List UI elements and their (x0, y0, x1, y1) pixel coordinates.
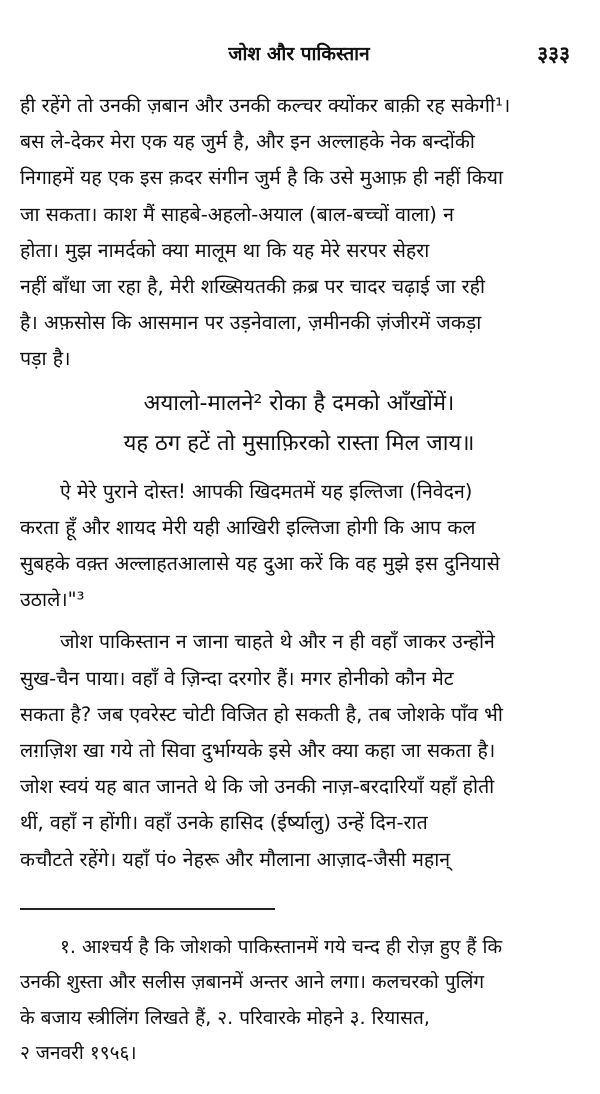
text-line: जोश स्वयं यह बात जानते थे कि जो उनकी नाज़-बरदारियाँ यहाँ होती (20, 775, 495, 799)
page-header (20, 0, 578, 88)
footnote-line: उनकी शुस्ता और सलीस ज़बानमें अन्तर आने लगा। कलचरको पुलिंग (20, 971, 485, 994)
text-line: पड़ा है। (20, 347, 71, 371)
verse-line: यह ठग हटें तो मुसाफ़िरको रास्ता मिल जाय॥ (123, 430, 475, 456)
verse-line: अयालो-मालने² रोका है दमको आँखोंमें। (143, 390, 455, 416)
footnote-divider (20, 908, 275, 910)
page-number: ३३३ (537, 42, 570, 66)
text-line: ऐ मेरे पुराने दोस्त! आपकी खिदमतमें यह इल्तिजा (निवेदन) (60, 479, 473, 503)
text-line: होता। मुझ नामर्दको क्या मालूम था कि यह मेरे सरपर सेहरा (20, 238, 430, 262)
text-line: सुख-चैन पाया। वहाँ वे ज़िन्दा दरगोर हैं। मगर होनीको कौन मेट (20, 666, 454, 690)
verse-couplet (20, 384, 578, 464)
text-line: बस ले-देकर मेरा एक यह जुर्म है, और इन अल्लाहके नेक बन्दोंकी (20, 130, 475, 154)
text-line: निगाहमें यह एक इस क़दर संगीन जुर्म है कि उसे मुआफ़ ही नहीं किया (20, 166, 504, 190)
text-line: सकता है? जब एवरेस्ट चोटी विजित हो सकती है, तब जोशके पाँव भी (20, 702, 503, 726)
text-line: कचौटते रहेंगे। यहाँ पं० नेहरू और मौलाना आज़ाद-जैसी महान् (20, 847, 451, 871)
text-line: उठाले।"³ (20, 588, 85, 612)
footnotes (20, 930, 578, 1072)
footnote-line: के बजाय स्त्रीलिंग लिखते हैं, २. परिवारके मोहने ३. रियासत, (20, 1006, 430, 1029)
text-line: थीं, वहाँ न होंगी। वहाँ उनके हासिद (ईर्ष्यालु) उन्हें दिन-रात (20, 811, 428, 835)
paragraph-commentary (20, 624, 578, 877)
footnote-line: २ जनवरी १९५६। (20, 1042, 137, 1065)
text-line: नहीं बाँधा जा रहा है, मेरी शख्सियतकी क़ब्र पर चादर चढ़ाई जा रही (20, 275, 486, 299)
text-line: जा सकता। काश मैं साहबे-अहलो-अयाल (बाल-बच्चों वाला) न (20, 202, 454, 226)
footnote-line: १. आश्चर्य है कि जोशको पाकिस्तानमें गये चन्द ही रोज़ हुए हैं कि (60, 935, 503, 958)
paragraph-letter-closing (20, 474, 578, 619)
text-line: ही रहेंगे तो उनकी ज़बान और उनकी कल्चर क्योंकर बाक़ी रह सकेगी¹। (20, 94, 511, 117)
text-line: सुबहके वक़्त अल्लाहतआलासे यह दुआ करें कि वह मुझे इस दुनियासे (20, 552, 500, 576)
text-line: जोश पाकिस्तान न जाना चाहते थे और न ही वहाँ जाकर उन्होंने (60, 630, 495, 654)
paragraph-letter-continuation (20, 88, 578, 378)
text-line: करता हूँ और शायद मेरी यही आखिरी इल्तिजा होगी कि आप कल (20, 515, 476, 539)
text-line: लग़ज़िश खा गये तो सिवा दुर्भाग्यके इसे और क्या कहा जा सकता है। (20, 739, 496, 763)
running-title: जोश और पाकिस्तान (228, 43, 370, 65)
text-line: है। अफ़सोस कि आसमान पर उड़नेवाला, ज़मीनकी ज़ंजीरमें जकड़ा (20, 311, 482, 335)
